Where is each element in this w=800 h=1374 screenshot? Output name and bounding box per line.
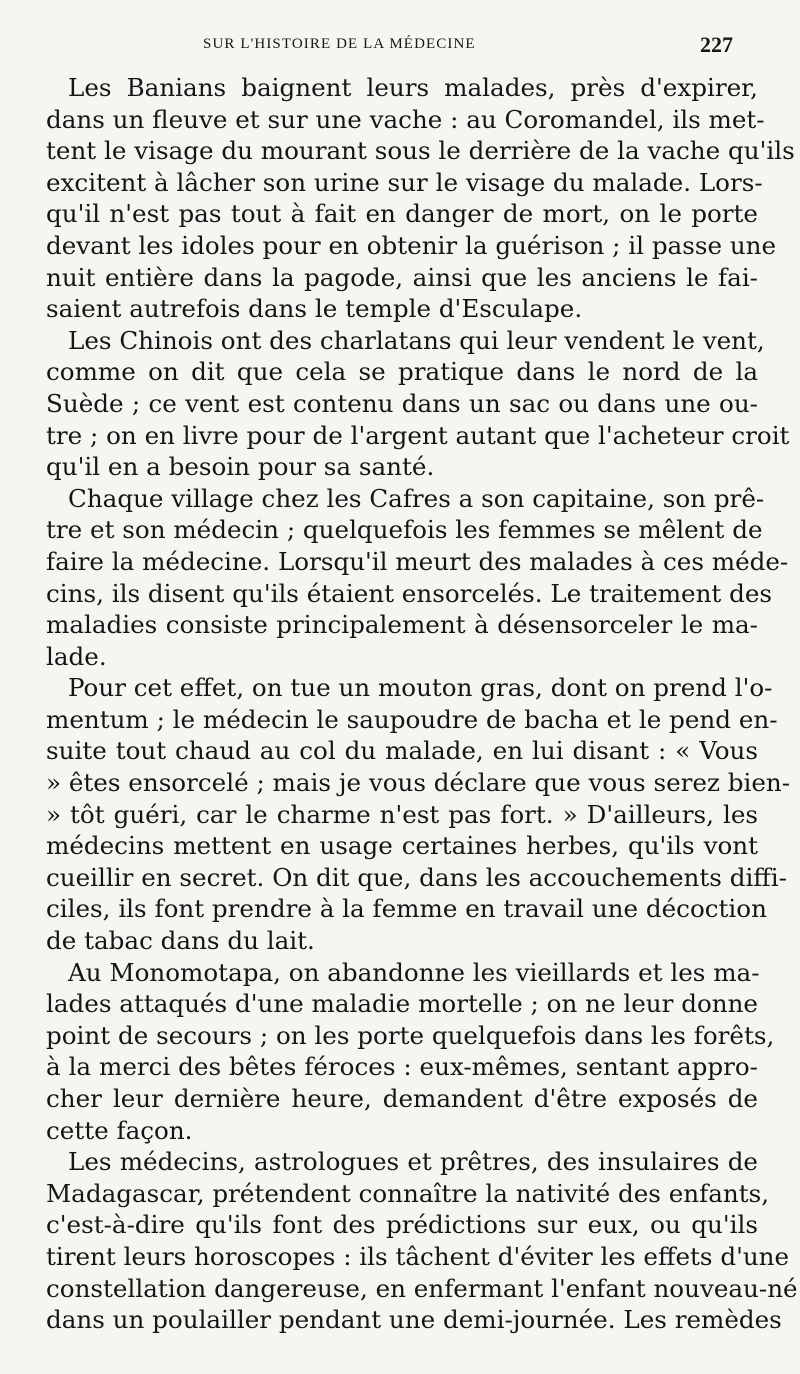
text-line: Suède ; ce vent est contenu dans un sac ou dans une ou- [46,388,758,418]
text-line: Les médecins, astrologues et prêtres, des insulaires de [68,1147,758,1177]
text-line: Pour cet effet, on tue un mouton gras, dont on prend l'o- [68,673,773,703]
text-line: » êtes ensorcelé ; mais je vous déclare que vous serez bien- [46,768,791,798]
text-line: lade. [46,641,107,671]
text-line: Les Chinois ont des charlatans qui leur vendent le vent, [68,325,765,355]
text-line: cette façon. [46,1115,193,1145]
text-line: cins, ils disent qu'ils étaient ensorcelés. Le traitement des [46,578,773,608]
text-line: cher leur dernière heure, demandent d'être exposés de [46,1084,758,1113]
paragraph [46,672,791,956]
paragraph [46,1146,798,1336]
text-line: devant les idoles pour en obtenir la guérison ; il passe une [46,230,777,260]
text-line: ciles, ils font prendre à la femme en travail une décoction [46,894,767,924]
text-line: excitent à lâcher son urine sur le visage du malade. Lors- [46,167,763,197]
text-line: de tabac dans du lait. [46,926,315,956]
text-line: c'est-à-dire qu'ils font des prédictions sur eux, ou qu'ils [46,1210,758,1240]
text-line: tirent leurs horoscopes : ils tâchent d'éviter les effets d'une [46,1241,790,1271]
text-line: tent le visage du mourant sous le derrière de la vache qu'ils [46,136,795,166]
text-line: Chaque village chez les Cafres a son capitaine, son prê- [68,483,765,513]
text-line: nuit entière dans la pagode, ainsi que les anciens le fai- [46,262,758,292]
text-line: comme on dit que cela se pratique dans le nord de la [46,357,758,387]
text-line: qu'il en a besoin pour sa santé. [46,452,435,482]
paragraph [46,483,789,673]
text-line: suite tout chaud au col du malade, en lui disant : « Vous [46,736,758,766]
paragraph [46,957,775,1147]
text-line: dans un poulailler pendant une demi-journée. Les remèdes [46,1305,782,1335]
text-line: Les Banians baignent leurs malades, près d'expirer, [68,73,758,102]
paragraph [46,72,795,325]
running-header [0,34,800,58]
running-title: SUR L'HISTOIRE DE LA MÉDECINE [203,36,476,52]
body-text [46,72,798,1336]
text-line: dans un fleuve et sur une vache : au Coromandel, ils met- [46,104,765,134]
text-line: lades attaqués d'une maladie mortelle ; on ne leur donne [46,989,758,1019]
text-line: faire la médecine. Lorsqu'il meurt des malades à ces méde- [46,546,789,576]
page-number: 227 [700,32,733,57]
text-line: mentum ; le médecin le saupoudre de bacha et le pend en- [46,704,778,734]
text-line: à la merci des bêtes féroces : eux-mêmes, sentant appro- [46,1052,758,1082]
text-line: qu'il n'est pas tout à fait en danger de mort, on le porte [46,199,758,229]
text-line: tre ; on en livre pour de l'argent autant que l'acheteur croit [46,420,790,450]
paragraph [46,325,790,483]
text-line: point de secours ; on les porte quelquefois dans les forêts, [46,1020,775,1050]
text-line: » tôt guéri, car le charme n'est pas fort. » D'ailleurs, les [46,799,758,829]
text-line: cueillir en secret. On dit que, dans les accouchements diffi- [46,862,787,892]
text-line: saient autrefois dans le temple d'Esculape. [46,294,583,324]
text-line: tre et son médecin ; quelquefois les femmes se mêlent de [46,515,763,545]
text-line: médecins mettent en usage certaines herbes, qu'ils vont [46,831,758,861]
text-line: Au Monomotapa, on abandonne les vieillards et les ma- [68,957,760,987]
text-line: Madagascar, prétendent connaître la nativité des enfants, [46,1178,770,1208]
text-line: constellation dangereuse, en enfermant l'enfant nouveau-né [46,1273,798,1303]
text-line: maladies consiste principalement à désensorceler le ma- [46,610,758,640]
